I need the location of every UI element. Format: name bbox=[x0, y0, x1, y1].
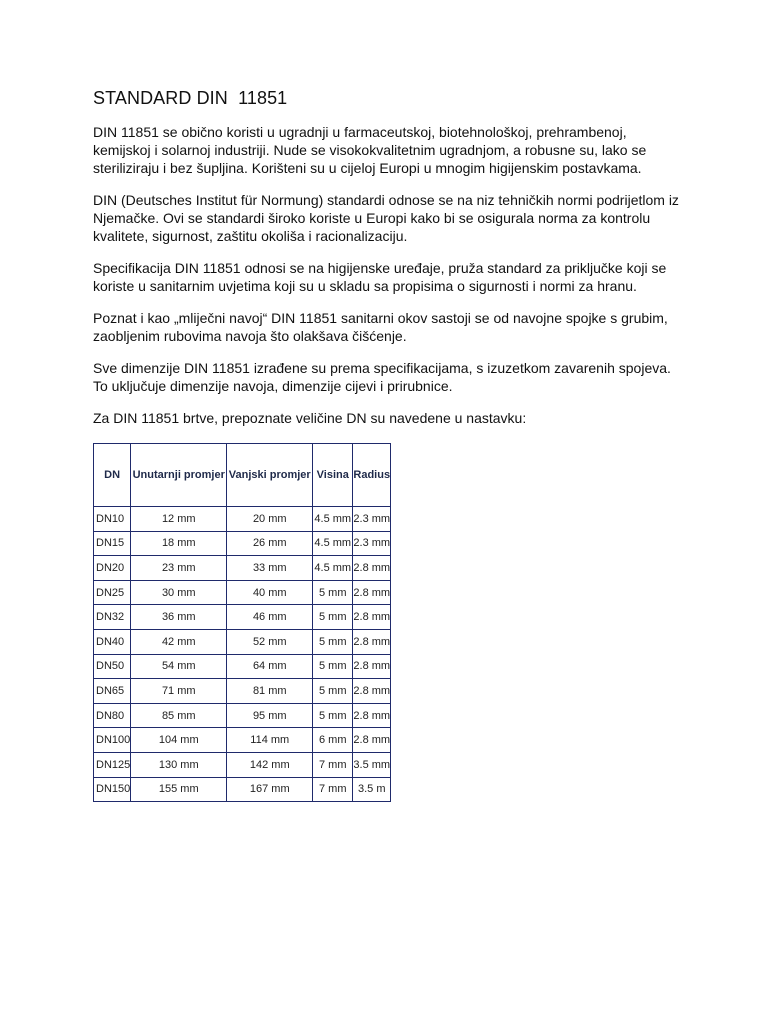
cell-radius: 3.5 mm bbox=[353, 752, 391, 777]
cell-outer-diameter: 64 mm bbox=[227, 654, 313, 679]
cell-dn: DN20 bbox=[94, 556, 131, 581]
paragraph-table-intro: Za DIN 11851 brtve, prepoznate veličine DN su navedene u nastavku: bbox=[93, 410, 527, 426]
document-title: STANDARD DIN 11851 bbox=[93, 88, 288, 108]
cell-radius: 2.8 mm bbox=[353, 679, 391, 704]
column-header-outer-diameter: Vanjski promjer bbox=[227, 444, 313, 507]
cell-outer-diameter: 114 mm bbox=[227, 728, 313, 753]
cell-height: 7 mm bbox=[313, 752, 353, 777]
cell-height: 6 mm bbox=[313, 728, 353, 753]
table-row bbox=[94, 629, 391, 654]
cell-dn: DN65 bbox=[94, 679, 131, 704]
table-row bbox=[94, 605, 391, 630]
cell-dn: DN25 bbox=[94, 580, 131, 605]
cell-radius: 2.8 mm bbox=[353, 556, 391, 581]
cell-outer-diameter: 81 mm bbox=[227, 679, 313, 704]
cell-dn: DN40 bbox=[94, 629, 131, 654]
table-header-row bbox=[94, 444, 391, 507]
cell-inner-diameter: 42 mm bbox=[131, 629, 227, 654]
cell-inner-diameter: 30 mm bbox=[131, 580, 227, 605]
cell-radius: 2.3 mm bbox=[353, 531, 391, 556]
cell-outer-diameter: 40 mm bbox=[227, 580, 313, 605]
table-row bbox=[94, 580, 391, 605]
cell-inner-diameter: 54 mm bbox=[131, 654, 227, 679]
cell-dn: DN100 bbox=[94, 728, 131, 753]
table-row bbox=[94, 531, 391, 556]
table-row bbox=[94, 703, 391, 728]
table-row bbox=[94, 507, 391, 532]
cell-height: 4.5 mm bbox=[313, 556, 353, 581]
cell-height: 5 mm bbox=[313, 654, 353, 679]
cell-height: 5 mm bbox=[313, 605, 353, 630]
cell-outer-diameter: 52 mm bbox=[227, 629, 313, 654]
table-row bbox=[94, 728, 391, 753]
table-row bbox=[94, 752, 391, 777]
cell-dn: DN32 bbox=[94, 605, 131, 630]
column-header-radius: Radius bbox=[353, 444, 391, 507]
paragraph-dimensions: Sve dimenzije DIN 11851 izrađene su prema specifikacijama, s izuzetkom zavarenih spojeva. To uključuje dimenzije navoja, dimenzije cijevi i prirubnice. bbox=[93, 360, 671, 394]
cell-dn: DN15 bbox=[94, 531, 131, 556]
cell-radius: 2.8 mm bbox=[353, 605, 391, 630]
cell-dn: DN10 bbox=[94, 507, 131, 532]
cell-inner-diameter: 23 mm bbox=[131, 556, 227, 581]
column-header-dn: DN bbox=[94, 444, 131, 507]
table-body bbox=[94, 507, 391, 802]
dn-size-table bbox=[93, 443, 391, 802]
cell-outer-diameter: 33 mm bbox=[227, 556, 313, 581]
cell-dn: DN50 bbox=[94, 654, 131, 679]
cell-height: 4.5 mm bbox=[313, 531, 353, 556]
cell-outer-diameter: 46 mm bbox=[227, 605, 313, 630]
table-row bbox=[94, 654, 391, 679]
cell-height: 5 mm bbox=[313, 703, 353, 728]
cell-height: 5 mm bbox=[313, 679, 353, 704]
dn-table-container bbox=[93, 443, 683, 802]
table-row bbox=[94, 777, 391, 802]
cell-height: 7 mm bbox=[313, 777, 353, 802]
cell-height: 4.5 mm bbox=[313, 507, 353, 532]
document-page bbox=[93, 88, 683, 802]
cell-dn: DN125 bbox=[94, 752, 131, 777]
cell-inner-diameter: 85 mm bbox=[131, 703, 227, 728]
paragraph-din-definition: DIN (Deutsches Institut für Normung) standardi odnose se na niz tehničkih normi podrijetlom iz Njemačke. Ovi se standardi široko koriste u Europi kako bi se osigurala norma za kontrolu kvalitete, sigurnost, zaštitu okoliša i racionalizaciju. bbox=[93, 192, 679, 244]
table-row bbox=[94, 679, 391, 704]
cell-inner-diameter: 104 mm bbox=[131, 728, 227, 753]
cell-radius: 2.8 mm bbox=[353, 629, 391, 654]
paragraph-intro: DIN 11851 se obično koristi u ugradnji u farmaceutskoj, biotehnološkoj, prehrambenoj, kemijskoj i solarnoj industriji. Nude se visokokvalitetnim ugradnjom, a robusne su, lako se steriliziraju i bez šupljina. Korišteni su u cijeloj Europi u mnogim higijenskim postavkama. bbox=[93, 124, 647, 176]
cell-outer-diameter: 95 mm bbox=[227, 703, 313, 728]
cell-inner-diameter: 12 mm bbox=[131, 507, 227, 532]
cell-height: 5 mm bbox=[313, 629, 353, 654]
cell-radius: 2.8 mm bbox=[353, 703, 391, 728]
cell-outer-diameter: 142 mm bbox=[227, 752, 313, 777]
cell-outer-diameter: 26 mm bbox=[227, 531, 313, 556]
cell-inner-diameter: 18 mm bbox=[131, 531, 227, 556]
cell-radius: 3.5 m bbox=[353, 777, 391, 802]
paragraph-specification: Specifikacija DIN 11851 odnosi se na higijenske uređaje, pruža standard za priključke koji se koriste u sanitarnim uvjetima koji su u skladu sa propisima o sigurnosti i normi za hranu. bbox=[93, 260, 667, 294]
table-row bbox=[94, 556, 391, 581]
column-header-inner-diameter: Unutarnji promjer bbox=[131, 444, 227, 507]
cell-inner-diameter: 155 mm bbox=[131, 777, 227, 802]
cell-height: 5 mm bbox=[313, 580, 353, 605]
cell-inner-diameter: 130 mm bbox=[131, 752, 227, 777]
cell-dn: DN150 bbox=[94, 777, 131, 802]
cell-dn: DN80 bbox=[94, 703, 131, 728]
cell-radius: 2.8 mm bbox=[353, 728, 391, 753]
cell-inner-diameter: 36 mm bbox=[131, 605, 227, 630]
cell-radius: 2.3 mm bbox=[353, 507, 391, 532]
cell-inner-diameter: 71 mm bbox=[131, 679, 227, 704]
column-header-height: Visina bbox=[313, 444, 353, 507]
paragraph-milk-thread: Poznat i kao „mliječni navoj“ DIN 11851 sanitarni okov sastoji se od navojne spojke s grubim, zaobljenim rubovima navoja što olakšava čišćenje. bbox=[93, 310, 668, 344]
cell-outer-diameter: 20 mm bbox=[227, 507, 313, 532]
cell-radius: 2.8 mm bbox=[353, 654, 391, 679]
cell-radius: 2.8 mm bbox=[353, 580, 391, 605]
cell-outer-diameter: 167 mm bbox=[227, 777, 313, 802]
